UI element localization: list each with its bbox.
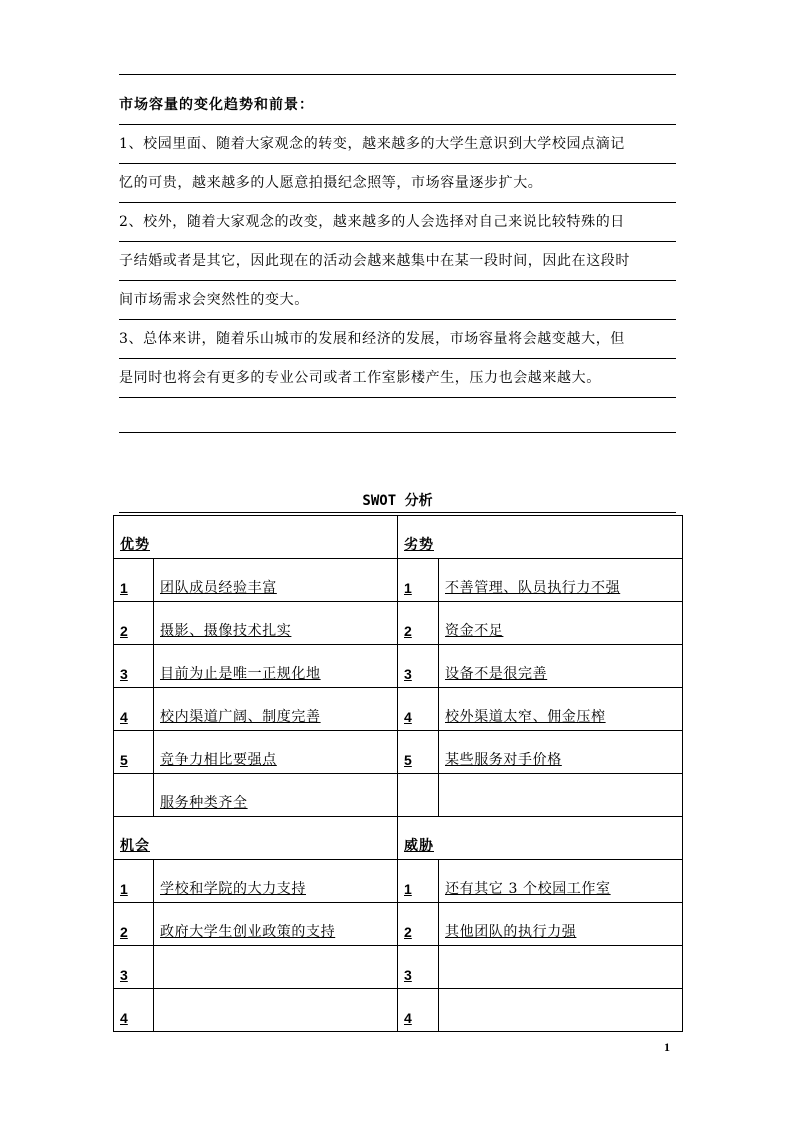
opportunity-num: 3 bbox=[120, 967, 128, 983]
opportunity-text-cell bbox=[154, 903, 398, 946]
opportunity-text: 政府大学生创业政策的支持 bbox=[160, 924, 336, 940]
weakness-num-cell bbox=[398, 559, 439, 602]
strength-text-cell bbox=[154, 602, 398, 645]
threat-num: 1 bbox=[404, 881, 412, 897]
opportunity-num: 4 bbox=[120, 1010, 128, 1026]
threat-text-cell bbox=[439, 860, 683, 903]
table-row bbox=[114, 645, 683, 688]
paragraph-line-1: 1、校园里面、随着大家观念的转变，越来越多的大学生意识到大学校园点滴记 bbox=[119, 125, 676, 164]
table-row bbox=[114, 774, 683, 817]
weakness-num: 2 bbox=[404, 623, 412, 639]
weakness-text: 设备不是很完善 bbox=[445, 666, 548, 682]
table-row bbox=[114, 860, 683, 903]
page-number: 1 bbox=[664, 1040, 670, 1054]
table-row bbox=[114, 989, 683, 1032]
paragraph-line-2: 忆的可贵，越来越多的人愿意拍摄纪念照等，市场容量逐步扩大。 bbox=[119, 164, 676, 203]
strength-text: 目前为止是唯一正规化地 bbox=[160, 666, 321, 682]
threat-num: 2 bbox=[404, 924, 412, 940]
table-row bbox=[114, 946, 683, 989]
strength-text-cell bbox=[154, 645, 398, 688]
strengths-label: 优势 bbox=[120, 537, 150, 553]
threat-text-cell bbox=[439, 903, 683, 946]
weakness-text-cell bbox=[439, 645, 683, 688]
weakness-num-cell bbox=[398, 731, 439, 774]
threat-num-cell bbox=[398, 860, 439, 903]
weakness-text: 不善管理、队员执行力不强 bbox=[445, 580, 621, 596]
weakness-num: 3 bbox=[404, 666, 412, 682]
strength-text: 服务种类齐全 bbox=[160, 795, 248, 811]
table-row bbox=[114, 731, 683, 774]
strength-num: 2 bbox=[120, 623, 128, 639]
paragraph-line-7: 是同时也将会有更多的专业公司或者工作室影楼产生，压力也会越来越大。 bbox=[119, 359, 676, 398]
table-row bbox=[114, 559, 683, 602]
threat-text-cell bbox=[439, 989, 683, 1032]
weakness-num-cell bbox=[398, 645, 439, 688]
swot-header-row bbox=[114, 516, 683, 559]
weakness-text-cell bbox=[439, 774, 683, 817]
strength-num-cell bbox=[114, 645, 154, 688]
opportunity-num: 2 bbox=[120, 924, 128, 940]
weakness-text: 某些服务对手价格 bbox=[445, 752, 562, 768]
strength-text-cell bbox=[154, 688, 398, 731]
swot-subheader-row bbox=[114, 817, 683, 860]
threats-label: 威胁 bbox=[404, 838, 434, 854]
opportunity-num-cell bbox=[114, 860, 154, 903]
strength-num-cell bbox=[114, 774, 154, 817]
threat-num-cell bbox=[398, 989, 439, 1032]
opportunity-text-cell bbox=[154, 860, 398, 903]
swot-title-rule bbox=[119, 512, 676, 513]
paragraph-line-5: 间市场需求会突然性的变大。 bbox=[119, 281, 676, 320]
threat-text-cell bbox=[439, 946, 683, 989]
opportunities-label-cell bbox=[114, 817, 398, 860]
paragraph-line-4: 子结婚或者是其它，因此现在的活动会越来越集中在某一段时间，因此在这段时 bbox=[119, 242, 676, 281]
weakness-text-cell bbox=[439, 731, 683, 774]
weaknesses-label: 劣势 bbox=[404, 537, 434, 553]
opportunity-text-cell bbox=[154, 989, 398, 1032]
paragraph-line-6: 3、总体来讲，随着乐山城市的发展和经济的发展，市场容量将会越变越大，但 bbox=[119, 320, 676, 359]
threat-text: 还有其它 3 个校园工作室 bbox=[445, 881, 611, 897]
strength-num-cell bbox=[114, 559, 154, 602]
opportunity-num: 1 bbox=[120, 881, 128, 897]
strength-text-cell bbox=[154, 731, 398, 774]
opportunity-num-cell bbox=[114, 903, 154, 946]
strength-text-cell bbox=[154, 774, 398, 817]
table-row bbox=[114, 903, 683, 946]
weakness-num-cell bbox=[398, 602, 439, 645]
weakness-text-cell bbox=[439, 559, 683, 602]
threat-num-cell bbox=[398, 903, 439, 946]
weakness-text-cell bbox=[439, 688, 683, 731]
weakness-text: 资金不足 bbox=[445, 623, 504, 639]
strength-num-cell bbox=[114, 688, 154, 731]
strengths-label-cell bbox=[114, 516, 398, 559]
weakness-num: 4 bbox=[404, 709, 412, 725]
table-row bbox=[114, 602, 683, 645]
strength-text: 校内渠道广阔、制度完善 bbox=[160, 709, 321, 725]
strength-num-cell bbox=[114, 602, 154, 645]
weakness-text-cell bbox=[439, 602, 683, 645]
section-end-rule bbox=[119, 432, 676, 433]
threats-label-cell bbox=[398, 817, 683, 860]
threat-num: 4 bbox=[404, 1010, 412, 1026]
strength-num: 5 bbox=[120, 752, 128, 768]
section-heading: 市场容量的变化趋势和前景： bbox=[119, 86, 676, 125]
table-row bbox=[114, 688, 683, 731]
weakness-num-cell bbox=[398, 688, 439, 731]
strength-num: 1 bbox=[120, 580, 128, 596]
threat-num: 3 bbox=[404, 967, 412, 983]
paragraph-line-3: 2、校外，随着大家观念的改变，越来越多的人会选择对自己来说比较特殊的日 bbox=[119, 203, 676, 242]
strength-text-cell bbox=[154, 559, 398, 602]
weakness-num: 5 bbox=[404, 752, 412, 768]
opportunity-num-cell bbox=[114, 989, 154, 1032]
opportunity-num-cell bbox=[114, 946, 154, 989]
weakness-text: 校外渠道太窄、佣金压榨 bbox=[445, 709, 606, 725]
strength-num: 3 bbox=[120, 666, 128, 682]
opportunity-text: 学校和学院的大力支持 bbox=[160, 881, 306, 897]
strength-num-cell bbox=[114, 731, 154, 774]
strength-text: 竞争力相比要强点 bbox=[160, 752, 277, 768]
weakness-num: 1 bbox=[404, 580, 412, 596]
strength-num: 4 bbox=[120, 709, 128, 725]
weakness-num-cell bbox=[398, 774, 439, 817]
strength-text: 摄影、摄像技术扎实 bbox=[160, 623, 292, 639]
threat-num-cell bbox=[398, 946, 439, 989]
strength-text: 团队成员经验丰富 bbox=[160, 580, 277, 596]
swot-table bbox=[113, 515, 683, 1032]
weaknesses-label-cell bbox=[398, 516, 683, 559]
swot-title: SWOT 分析 bbox=[362, 493, 433, 509]
opportunities-label: 机会 bbox=[120, 838, 150, 854]
header-rule bbox=[119, 74, 676, 75]
opportunity-text-cell bbox=[154, 946, 398, 989]
threat-text: 其他团队的执行力强 bbox=[445, 924, 577, 940]
